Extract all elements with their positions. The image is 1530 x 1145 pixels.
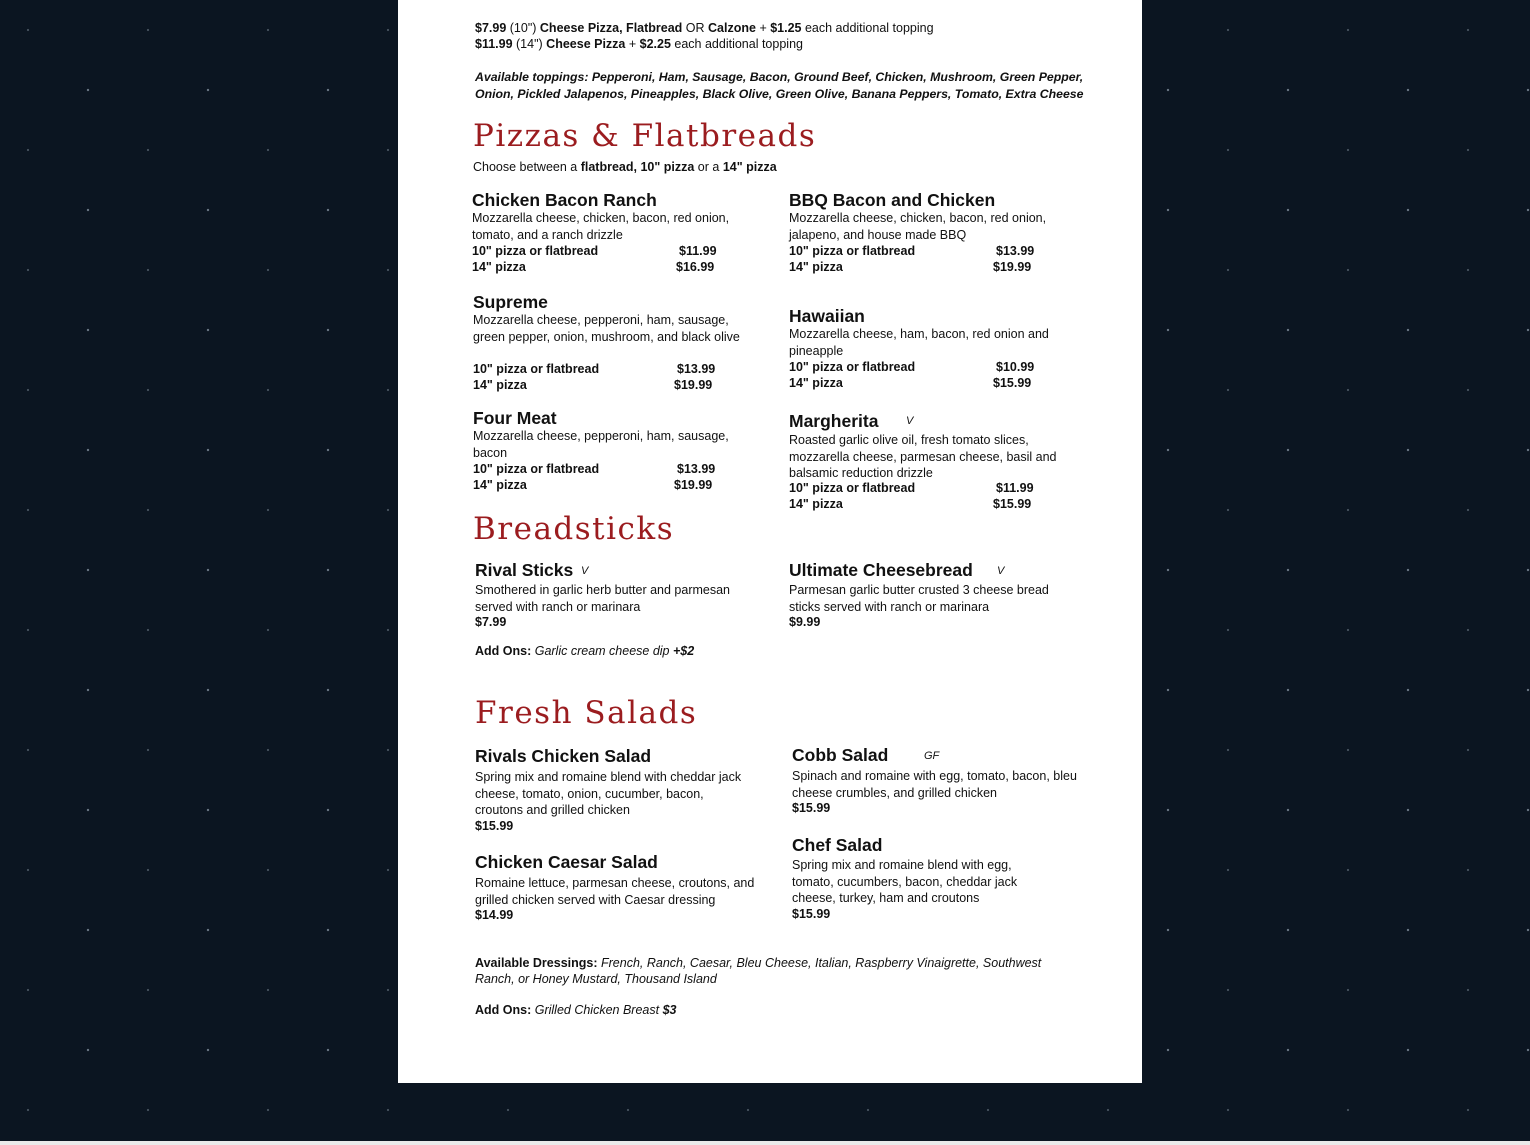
pizza-name: Four Meat	[473, 408, 557, 428]
price-value: $15.99	[993, 497, 1032, 511]
pizza-description: Mozzarella cheese, pepperoni, ham, sausage, green pepper, onion, mushroom, and black olive	[473, 313, 740, 344]
addons-text: Grilled Chicken Breast	[531, 1003, 663, 1017]
salad-description: Spring mix and romaine blend with cheddar jack cheese, tomato, onion, cucumber, bacon, croutons and grilled chicken	[475, 770, 742, 817]
toppings-line-2: Onion, Pickled Jalapenos, Pineapples, Black Olive, Green Olive, Banana Peppers, Tomato, Extra Cheese	[475, 87, 1084, 101]
size-label: 10" pizza or flatbread	[789, 360, 916, 374]
price-value: $15.99	[993, 376, 1032, 390]
pizza-description: Mozzarella cheese, chicken, bacon, red onion, tomato, and a ranch drizzle	[472, 211, 730, 242]
large-cheese-pizza-pricing-line	[475, 36, 803, 53]
salad-price: $14.99	[475, 908, 514, 922]
breadsticks-addons	[475, 643, 694, 660]
salad-price: $15.99	[792, 801, 831, 815]
section-title-salads: Fresh Salads	[475, 695, 698, 731]
menu-page	[398, 0, 1142, 1083]
salad-description: Romaine lettuce, parmesan cheese, croutons, and grilled chicken served with Caesar dressing	[475, 876, 755, 907]
pizza-description: Mozzarella cheese, ham, bacon, red onion and pineapple	[789, 327, 1049, 358]
price-value: $13.99	[996, 244, 1035, 258]
size-text: (14")	[512, 37, 547, 51]
price-value: $19.99	[993, 260, 1032, 274]
section-title-breadsticks: Breadsticks	[473, 511, 675, 547]
cheese-pizza-pricing-line	[475, 20, 934, 37]
size-text: (10")	[506, 21, 540, 35]
salad-name: Chef Salad	[792, 835, 883, 855]
note-text: each additional topping	[801, 21, 934, 35]
size-label: 14" pizza	[789, 260, 843, 274]
vegetarian-tag: V	[581, 565, 589, 577]
subtitle-bold-text: flatbread, 10" pizza	[580, 160, 695, 174]
addons-label: Add Ons:	[475, 644, 532, 658]
size-label: 10" pizza or flatbread	[472, 244, 599, 258]
addons-price: $3	[662, 1003, 677, 1017]
price-value: $11.99	[679, 244, 717, 258]
breadstick-description: Smothered in garlic herb butter and parmesan served with ranch or marinara	[475, 583, 731, 614]
pizza-description: Mozzarella cheese, pepperoni, ham, sausage, bacon	[473, 429, 729, 460]
size-label: 10" pizza or flatbread	[473, 462, 600, 476]
connector-text: +	[625, 37, 640, 51]
connector-text: OR	[682, 21, 709, 35]
addons-label: Add Ons:	[475, 1003, 532, 1017]
gluten-free-tag: GF	[924, 750, 940, 762]
price-text: $7.99	[475, 21, 507, 35]
salad-name: Chicken Caesar Salad	[475, 852, 658, 872]
size-label: 10" pizza or flatbread	[473, 362, 600, 376]
price-value: $13.99	[677, 462, 716, 476]
pizza-name: Hawaiian	[789, 306, 865, 326]
price-value: $13.99	[677, 362, 716, 376]
pizza-description: Mozzarella cheese, chicken, bacon, red onion, jalapeno, and house made BBQ	[789, 211, 1047, 242]
size-label: 10" pizza or flatbread	[789, 481, 916, 495]
breadstick-price: $7.99	[475, 615, 507, 629]
subtitle-text: or a	[694, 160, 723, 174]
salad-description: Spinach and romaine with egg, tomato, bacon, bleu cheese crumbles, and grilled chicken	[792, 769, 1077, 800]
breadstick-name: Rival Sticks	[475, 560, 574, 580]
dressings-text: French, Ranch, Caesar, Bleu Cheese, Italian, Raspberry Vinaigrette, Southwest	[597, 956, 1042, 970]
connector-text: +	[755, 21, 771, 35]
price-value: $11.99	[996, 481, 1034, 495]
size-label: 14" pizza	[789, 376, 843, 390]
pizza-description: Roasted garlic olive oil, fresh tomato slices, mozzarella cheese, parmesan cheese, basil and balsamic reduction drizzle	[789, 433, 1057, 480]
breadstick-price: $9.99	[789, 615, 821, 629]
salad-price: $15.99	[792, 907, 831, 921]
pizzas-subtitle	[473, 159, 777, 176]
salad-name: Cobb Salad	[792, 745, 889, 765]
price-text: $1.25	[770, 21, 802, 35]
section-title-pizzas: Pizzas & Flatbreads	[473, 118, 817, 154]
price-value: $10.99	[996, 360, 1035, 374]
note-text: each additional topping	[670, 37, 803, 51]
vegetarian-tag: V	[997, 565, 1005, 577]
salad-description: Spring mix and romaine blend with egg, tomato, cucumbers, bacon, cheddar jack cheese, turkey, ham and croutons	[792, 858, 1018, 905]
dressings-label: Available Dressings:	[475, 956, 598, 970]
vegetarian-tag: V	[906, 415, 914, 427]
price-value: $19.99	[674, 378, 713, 392]
bottom-edge	[0, 1141, 1530, 1145]
salads-addons	[475, 1002, 676, 1019]
breadstick-description: Parmesan garlic butter crusted 3 cheese bread sticks served with ranch or marinara	[789, 583, 1049, 614]
subtitle-text: Choose between a	[473, 160, 581, 174]
salad-price: $15.99	[475, 819, 514, 833]
size-label: 10" pizza or flatbread	[789, 244, 916, 258]
pizza-name: Chicken Bacon Ranch	[472, 190, 657, 210]
size-label: 14" pizza	[472, 260, 526, 274]
item-text: Calzone	[708, 21, 756, 35]
size-label: 14" pizza	[473, 378, 527, 392]
pizza-name: Supreme	[473, 292, 548, 312]
item-text: Cheese Pizza, Flatbread	[539, 21, 683, 35]
salad-name: Rivals Chicken Salad	[475, 746, 652, 766]
available-dressings-line-2: Ranch, or Honey Mustard, Thousand Island	[475, 972, 717, 986]
price-text: $2.25	[639, 37, 671, 51]
addons-price: +$2	[672, 644, 695, 658]
size-label: 14" pizza	[789, 497, 843, 511]
breadstick-name: Ultimate Cheesebread	[789, 560, 973, 580]
pizza-name: BBQ Bacon and Chicken	[789, 190, 996, 210]
price-text: $11.99	[475, 37, 513, 51]
size-label: 14" pizza	[473, 478, 527, 492]
item-text: Cheese Pizza	[546, 37, 626, 51]
addons-text: Garlic cream cheese dip	[531, 644, 673, 658]
subtitle-bold-text: 14" pizza	[722, 160, 777, 174]
toppings-line-1: Available toppings: Pepperoni, Ham, Sausage, Bacon, Ground Beef, Chicken, Mushroom, Green Pepper,	[475, 70, 1084, 84]
pizza-name: Margherita	[789, 411, 879, 431]
price-value: $19.99	[674, 478, 713, 492]
price-value: $16.99	[676, 260, 715, 274]
available-dressings	[475, 955, 1041, 972]
